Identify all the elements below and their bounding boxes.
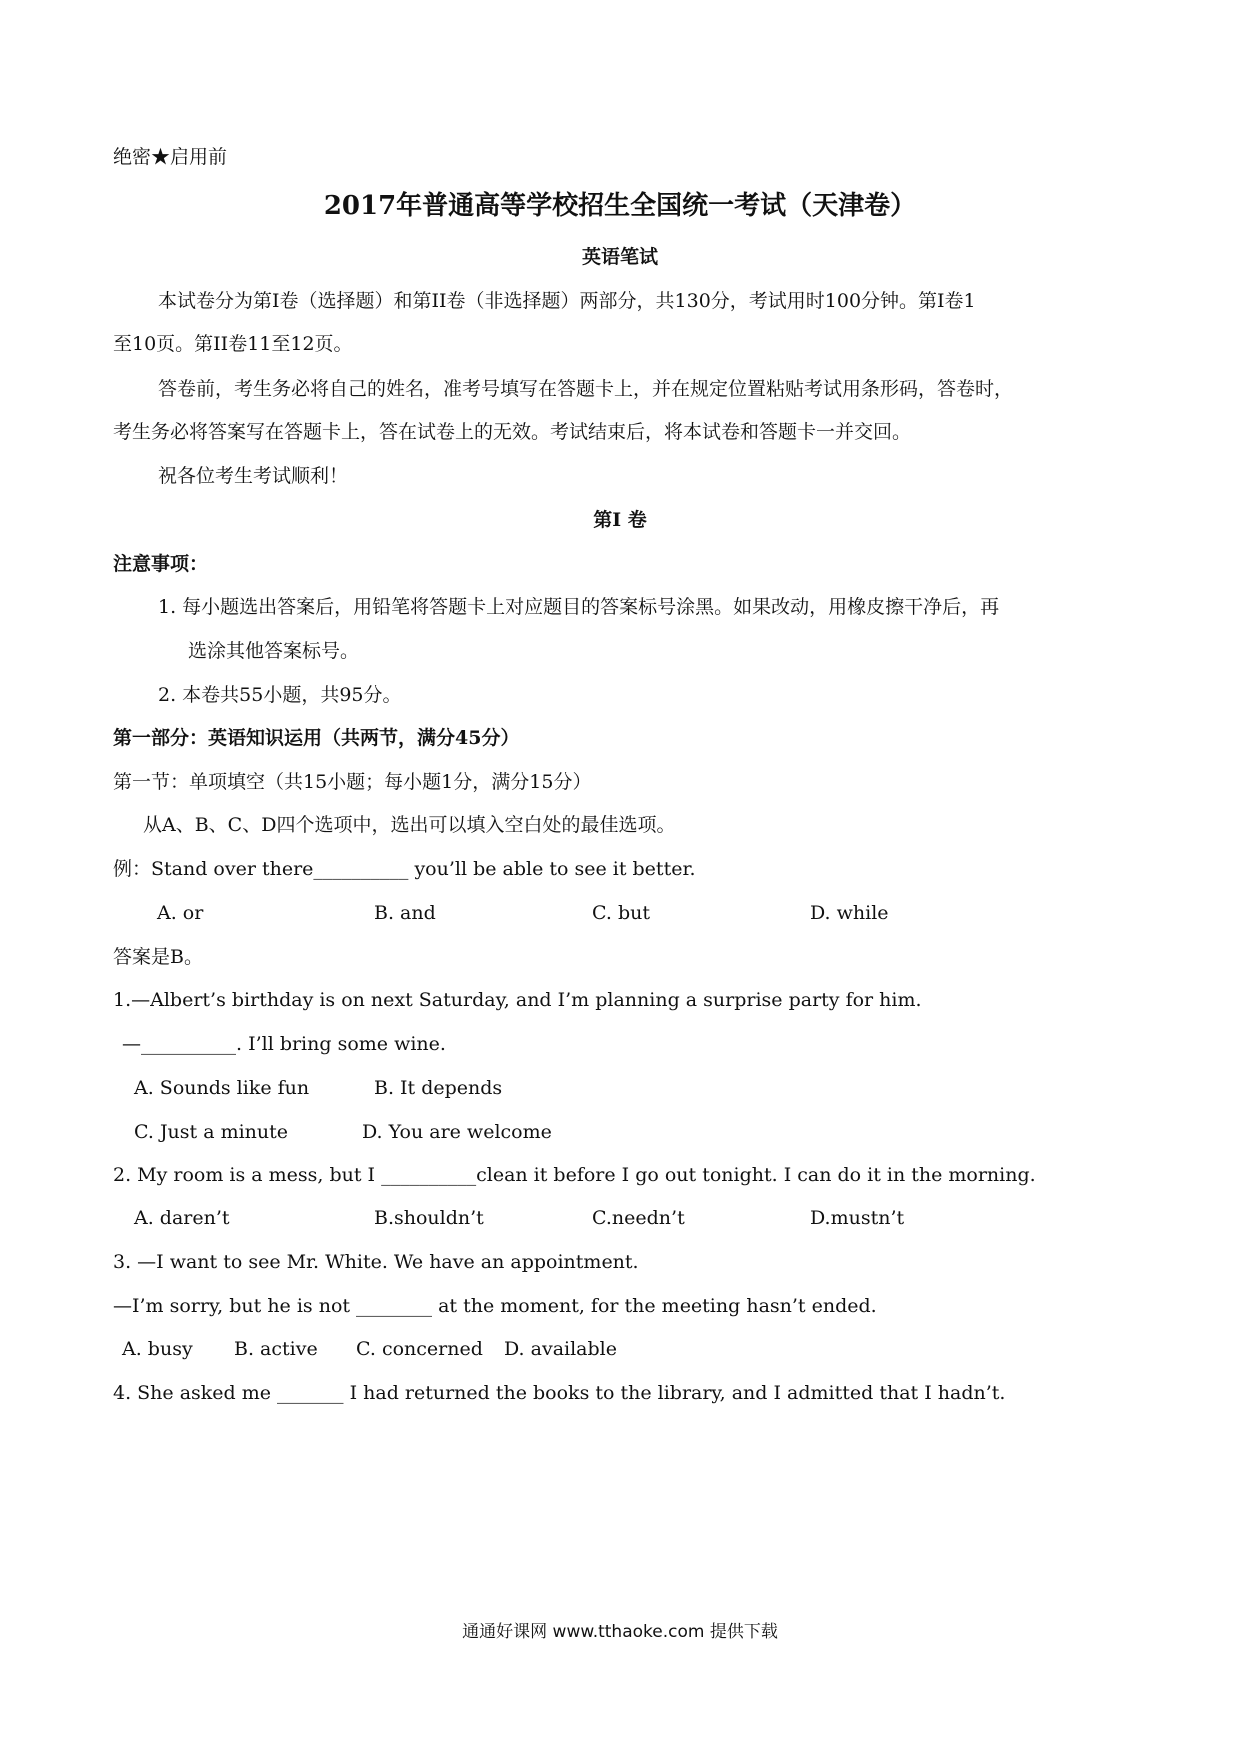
intro-paragraph-1-line-1: 本试卷分为第I卷（选择题）和第II卷（非选择题）两部分，共130分，考试用时100分钟。第I卷1 bbox=[158, 290, 976, 312]
page-footer[interactable]: 通通好课网 www.tthaoke.com 提供下载 bbox=[462, 1622, 778, 1642]
question-1-option-b: B. It depends bbox=[374, 1077, 503, 1099]
question-2-option-c: C.needn’t bbox=[592, 1207, 685, 1229]
page-title: 2017年普通高等学校招生全国统一考试（天津卷） bbox=[323, 191, 917, 221]
notes-heading: 注意事项： bbox=[113, 553, 209, 575]
example-option-c: C. but bbox=[592, 902, 650, 924]
intro-paragraph-2-line-1: 答卷前，考生务必将自己的姓名，准考号填写在答题卡上，并在规定位置粘贴考试用条形码，答卷时， bbox=[158, 378, 1014, 400]
question-3-option-c: C. concerned bbox=[356, 1338, 483, 1360]
notes-item-1-line-2: 选涂其他答案标号。 bbox=[188, 640, 360, 662]
part1-heading: 第一部分：英语知识运用（共两节，满分45分） bbox=[113, 727, 520, 749]
question-1-line-2: —__________. I’ll bring some wine. bbox=[122, 1033, 446, 1055]
question-1-line-1: 1.—Albert’s birthday is on next Saturday, and I’m planning a surprise party for him. bbox=[113, 989, 922, 1011]
section1-instruction: 从A、B、C、D四个选项中，选出可以填入空白处的最佳选项。 bbox=[143, 814, 676, 836]
intro-paragraph-2-line-2: 考生务必将答案写在答题卡上，答在试卷上的无效。考试结束后，将本试卷和答题卡一并交回。 bbox=[113, 421, 912, 443]
confidential-label: 绝密★启用前 bbox=[113, 146, 228, 168]
example-option-d: D. while bbox=[810, 902, 889, 924]
section1-heading: 第一节：单项填空（共15小题；每小题1分，满分15分） bbox=[113, 771, 592, 793]
example-answer: 答案是B。 bbox=[113, 946, 203, 968]
question-3-line-2: —I’m sorry, but he is not ________ at the moment, for the meeting hasn’t ended. bbox=[113, 1295, 877, 1317]
volume-title: 第I 卷 bbox=[593, 509, 647, 531]
question-4-line-1: 4. She asked me _______ I had returned the books to the library, and I admitted that I hadn’t. bbox=[113, 1382, 1006, 1404]
question-1-option-a: A. Sounds like fun bbox=[134, 1077, 310, 1099]
notes-item-1-line-1: 1. 每小题选出答案后，用铅笔将答题卡上对应题目的答案标号涂黑。如果改动，用橡皮擦干净后，再 bbox=[158, 596, 1000, 618]
question-3-option-a: A. busy bbox=[122, 1338, 193, 1360]
question-1-option-c: C. Just a minute bbox=[134, 1121, 289, 1143]
question-2-option-a: A. daren’t bbox=[134, 1207, 230, 1229]
question-2-option-b: B.shouldn’t bbox=[374, 1207, 484, 1229]
question-3-option-d: D. available bbox=[504, 1338, 617, 1360]
example-option-b: B. and bbox=[374, 902, 436, 924]
question-3-option-b: B. active bbox=[234, 1338, 318, 1360]
question-3-line-1: 3. —I want to see Mr. White. We have an appointment. bbox=[113, 1251, 639, 1273]
intro-paragraph-3: 祝各位考生考试顺利！ bbox=[158, 465, 349, 487]
example-stem: 例：Stand over there__________ you’ll be able to see it better. bbox=[113, 858, 696, 880]
question-1-option-d: D. You are welcome bbox=[362, 1121, 552, 1143]
question-2-option-d: D.mustn’t bbox=[810, 1207, 905, 1229]
example-option-a: A. or bbox=[157, 902, 204, 924]
page-subtitle: 英语笔试 bbox=[581, 246, 658, 268]
question-2-line-1: 2. My room is a mess, but I __________clean it before I go out tonight. I can do it in the morning. bbox=[113, 1164, 1036, 1186]
notes-item-2: 2. 本卷共55小题，共95分。 bbox=[158, 684, 402, 706]
intro-paragraph-1-line-2: 至10页。第II卷11至12页。 bbox=[113, 333, 353, 355]
